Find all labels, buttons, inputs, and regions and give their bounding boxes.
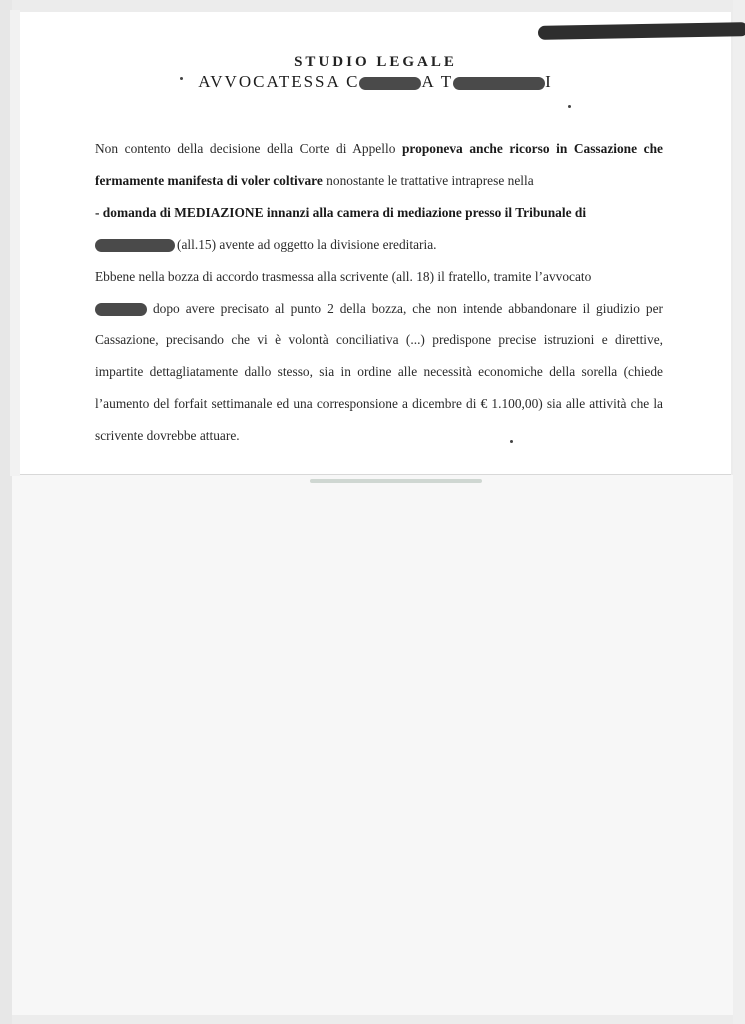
- p1-text-1: Non contento della decisione della Corte di Appello: [95, 141, 402, 156]
- redaction-lawyer-first: [359, 77, 421, 90]
- firm-name: STUDIO LEGALE: [294, 54, 457, 70]
- p2-bold: - domanda di MEDIAZIONE innanzi alla camera di mediazione presso il Tribunale di: [95, 204, 587, 220]
- page-left-margin: [10, 10, 20, 476]
- redaction-lawyer-name: [95, 303, 147, 316]
- body-text: [95, 133, 663, 452]
- lawyer-name-suffix: I: [545, 72, 553, 91]
- paragraph-1: [95, 133, 663, 197]
- paragraph-3: [95, 261, 663, 452]
- scan-speck: [568, 105, 571, 108]
- scan-right-edge: [733, 0, 745, 1024]
- paragraph-2: [95, 197, 663, 261]
- blank-lower-area: [12, 475, 733, 1015]
- p1-bold: proponeva anche ricorso in Cassazione che fermamente manifesta di voler coltivare: [95, 141, 663, 188]
- lawyer-name: [20, 72, 731, 92]
- p1-text-2: nonostante le trattative intraprese nella: [322, 172, 534, 188]
- faint-cut-text: [310, 479, 482, 483]
- redaction-top-right: [538, 22, 745, 40]
- p3-text-2: dopo avere precisato al punto 2 della bozza, che non intende abbandonare il giudizio per Cassazione, precisando che vi è volontà conciliativa (...) predispone precise istruzioni e direttive, impartite dettagliatamente dallo stesso, sia in ordine alle necessità economiche della sorella (chiede l’aumento del forfait settimanale ed una corresponsione a dicembre di € 1.100,00) sia alle attività che la scrivente dovrebbe attuare.: [95, 300, 663, 444]
- p2-text: (all.15) avente ad oggetto la divisione ereditaria.: [177, 236, 437, 252]
- lawyer-name-middle: A T: [421, 72, 454, 91]
- lawyer-name-prefix: AVVOCATESSA C: [198, 72, 360, 91]
- scan-speck: [180, 77, 183, 80]
- redaction-tribunal: [95, 239, 175, 252]
- redaction-lawyer-last: [453, 77, 545, 90]
- p3-text-1: Ebbene nella bozza di accordo trasmessa alla scrivente (all. 18) il fratello, tramite l’avvocato: [95, 268, 592, 284]
